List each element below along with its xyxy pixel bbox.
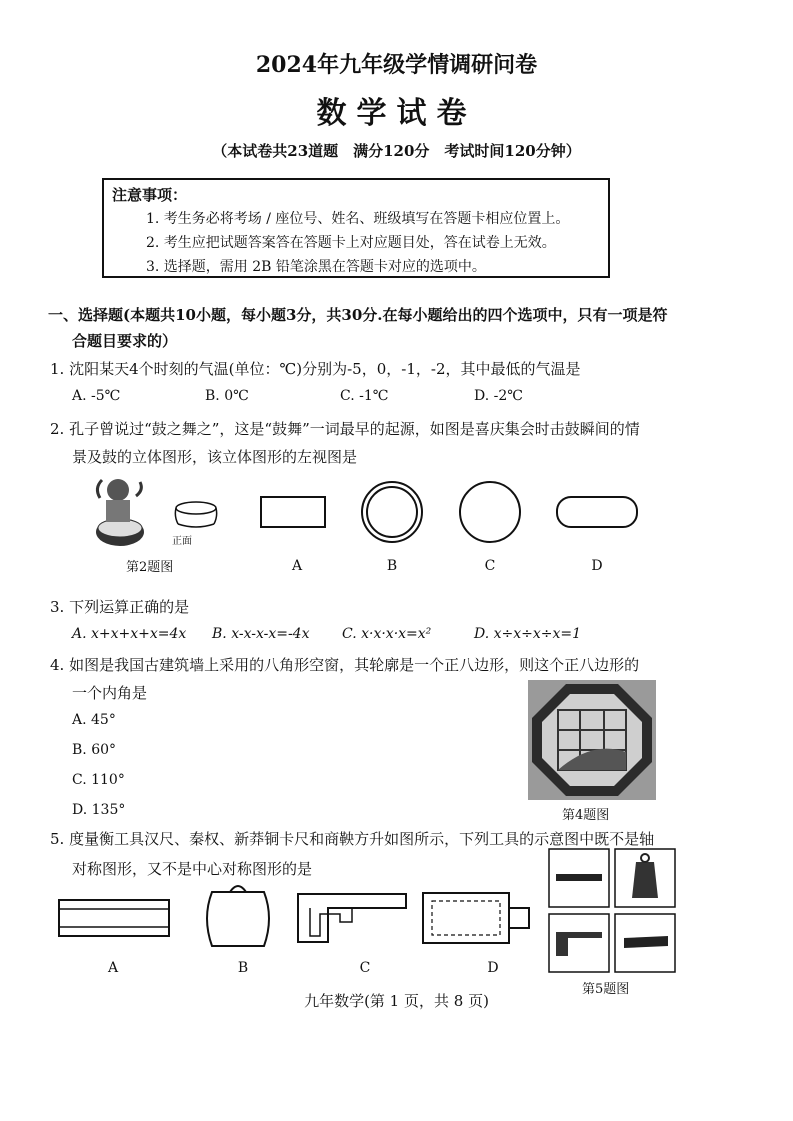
- q4-stem-cont: 一个内角是: [72, 684, 148, 702]
- page-footer: 九年数学(第 1 页，共 8 页): [304, 992, 489, 1010]
- q2-label-b: B: [386, 558, 398, 574]
- q5-option-b-weight: [202, 880, 274, 952]
- q1-option-b: B. 0℃: [205, 388, 249, 404]
- q2-option-a-rectangle: [260, 496, 326, 528]
- exam-info: （本试卷共23道题 满分120分 考试时间120分钟）: [212, 142, 581, 160]
- q5-label-c: C: [359, 960, 371, 976]
- q4-stem: 4. 如图是我国古建筑墙上采用的八角形空窗，其轮廓是一个正八边形，则这个正八边形的: [50, 656, 640, 674]
- q2-stem-cont: 景及鼓的立体图形，该立体图形的左视图是: [72, 448, 358, 466]
- q2-label-d: D: [591, 558, 603, 574]
- q4-option-c: C. 110°: [72, 772, 125, 788]
- notice-title: 注意事项：: [112, 186, 188, 204]
- q1-stem: 1. 沈阳某天4个时刻的气温(单位：℃)分别为-5，0，-1，-2，其中最低的气温是: [50, 360, 581, 378]
- q3-option-c: C. x·x·x·x=x²: [342, 626, 432, 642]
- q2-option-b-double-circle: [360, 480, 424, 544]
- q5-label-b: B: [237, 960, 249, 976]
- q4-caption: 第4题图: [562, 808, 610, 823]
- q2-caption: 第2题图: [126, 560, 174, 575]
- q5-photos: [548, 848, 678, 974]
- drum-solid-figure: [172, 500, 222, 532]
- q5-option-d-measure: [422, 892, 532, 944]
- q5-stem-cont: 对称图形，又不是中心对称图形的是: [72, 860, 313, 878]
- q4-option-a: A. 45°: [72, 712, 116, 728]
- q2-label-c: C: [484, 558, 496, 574]
- q5-caption: 第5题图: [582, 982, 630, 997]
- q3-option-d: D. x÷x÷x÷x=1: [474, 626, 582, 642]
- q2-stem: 2. 孔子曾说过“鼓之舞之”，这是“鼓舞”一词最早的起源，如图是喜庆集会时击鼓瞬间的情: [50, 420, 640, 438]
- q5-option-c-caliper: [296, 892, 408, 944]
- q5-stem: 5. 度量衡工具汉尺、秦权、新莽铜卡尺和商鞅方升如图所示，下列工具的示意图中既不是轴: [50, 830, 655, 848]
- q2-option-c-circle: [458, 480, 522, 544]
- q1-option-c: C. -1℃: [340, 388, 389, 404]
- octagon-window-photo: [528, 680, 656, 800]
- section-heading: 一、选择题(本题共10小题，每小题3分，共30分.在每小题给出的四个选项中，只有一项是符: [48, 306, 668, 324]
- q1-option-d: D. -2℃: [474, 388, 523, 404]
- q2-label-a: A: [291, 558, 303, 574]
- q2-option-d-rounded-rect: [556, 496, 638, 528]
- q1-option-a: A. -5℃: [72, 388, 121, 404]
- q4-option-d: D. 135°: [72, 802, 126, 818]
- front-label: 正面: [172, 536, 192, 547]
- notice-item: 2. 考生应把试题答案答在答题卡上对应题目处，答在试卷上无效。: [146, 235, 556, 251]
- q3-stem: 3. 下列运算正确的是: [50, 598, 190, 616]
- notice-item: 1. 考生务必将考场 / 座位号、姓名、班级填写在答题卡相应位置上。: [146, 211, 570, 227]
- drum-photo: [90, 470, 150, 550]
- q5-label-d: D: [487, 960, 499, 976]
- q3-option-a: A. x+x+x+x=4x: [72, 626, 187, 642]
- notice-item: 3. 选择题，需用 2B 铅笔涂黑在答题卡对应的选项中。: [146, 259, 486, 275]
- q3-option-b: B. x-x-x-x=-4x: [212, 626, 310, 642]
- notice-box: [102, 178, 610, 278]
- exam-subtitle: 2024年九年级学情调研问卷: [255, 52, 538, 78]
- q4-option-b: B. 60°: [72, 742, 117, 758]
- exam-title: 数学试卷: [316, 96, 477, 131]
- q5-label-a: A: [107, 960, 119, 976]
- q5-option-a-ruler: [58, 898, 170, 938]
- section-heading-cont: 合题目要求的）: [72, 332, 178, 350]
